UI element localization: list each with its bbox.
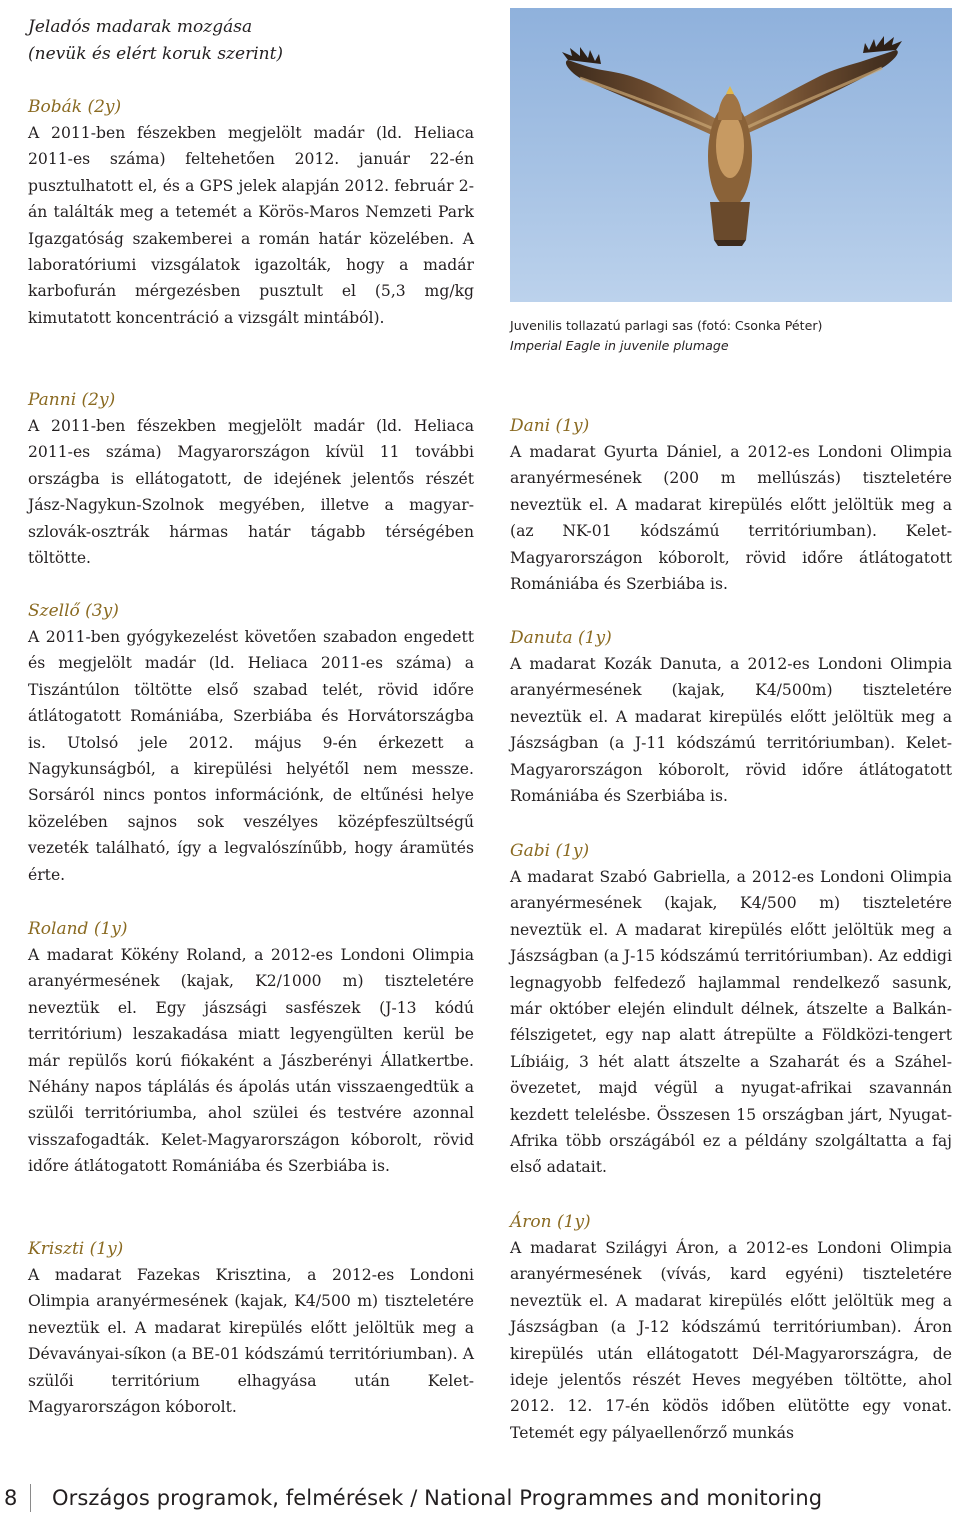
entry-szello	[28, 598, 474, 888]
page-number: 8	[4, 1486, 18, 1510]
entry-aron	[510, 1209, 952, 1446]
entry-dani	[510, 413, 952, 597]
entry-danuta	[510, 625, 952, 809]
footer-section-title: Országos programok, felmérések / National Programmes and monitoring	[52, 1486, 823, 1510]
entry-text: A madarat Kökény Roland, a 2012-es Londoni Olimpia aranyérmesének (kajak, K2/1000 m) tiszteletére neveztük el. Egy jászsági sasfészek (J-13 kódú territórium) leszakadása miatt legyengülten kerül be már repülős korú fiókaként a Jászberényi Állatkertbe. Néhány napos táplálás és ápolás után visszaengedtük a szülői territóriumba, ahol szülei és testvére azonnal visszafogadták. Kelet-Magyarországon kóborolt, rövid időre átlátogatott Romániába és Szerbiába is.	[28, 946, 474, 1176]
entry-heading: Gabi (1y)	[510, 841, 590, 861]
page-footer	[0, 1478, 960, 1518]
entry-bobak	[28, 94, 474, 331]
entry-heading: Kriszti (1y)	[28, 1239, 124, 1259]
entry-text: A madarat Kozák Danuta, a 2012-es Londoni Olimpia aranyérmesének (kajak, K4/500m) tiszteletére neveztük el. A madarat kirepülés előtt jelöltük meg a Jászságban (a J-11 kódszámú territóriumban). Kelet-Magyarországon kóborolt, rövid időre átlátogatott Romániába és Szerbiába is.	[510, 655, 952, 806]
entry-heading: Roland (1y)	[28, 919, 128, 939]
photo-caption	[510, 316, 952, 356]
entry-kriszti	[28, 1236, 474, 1420]
entry-heading: Panni (2y)	[28, 390, 116, 410]
entry-text: A madarat Gyurta Dániel, a 2012-es Londoni Olimpia aranyérmesének (200 m mellúszás) tiszteletére neveztük el. A madarat kirepülés előtt jelöltük meg a (az NK-01 kódszámú territóriumban). Kelet-Magyarországon kóborolt, rövid időre átlátogatott Romániába és Szerbiába is.	[510, 443, 952, 594]
page-title	[28, 14, 474, 67]
entry-heading: Szellő (3y)	[28, 601, 119, 621]
footer-divider	[30, 1484, 31, 1512]
entry-text: A 2011-ben gyógykezelést követően szabadon engedett és megjelölt madár (ld. Heliaca 2011-es száma) a Tiszántúlon töltötte első szabad telét, rövid időre átlátogatott Romániába, Szerbiába és Horvátországba is. Utolsó jele 2012. május 9-én érkezett a Nagykunságból, a kirepülési helyétől nem messze. Sorsáról nincs pontos információnk, de eltűnési helye közelében sajnos sok veszélyes középfeszültségű vezeték található, így a legvalószínűbb, hogy áramütés érte.	[28, 628, 474, 884]
entry-heading: Dani (1y)	[510, 416, 590, 436]
entry-gabi	[510, 838, 952, 1181]
entry-heading: Danuta (1y)	[510, 628, 612, 648]
entry-text: A 2011-ben fészekben megjelölt madár (ld. Heliaca 2011-es száma) feltehetően 2012. január 22-én pusztulhatott el, és a GPS jelek alapján 2012. február 2-án találták meg a tetemét a Körös-Maros Nemzeti Park Igazgatóság szakemberei a román határ közelében. A laboratóriumi vizsgálatok igazolták, hogy a madár karbofurán mérgezésben pusztult el (5,3 mg/kg kimutatott koncentráció a vizsgált mintából).	[28, 124, 474, 327]
entry-text: A 2011-ben fészekben megjelölt madár (ld. Heliaca 2011-es száma) Magyarországon kívül 11 további országba is ellátogatott, de idejének jelentős részét Jász-Nagykun-Szolnok megyében, illetve a magyar-szlovák-osztrák hármas határ tágabb térségében töltötte.	[28, 417, 474, 568]
page-title-line1: Jeladós madarak mozgása	[28, 17, 253, 37]
entry-text: A madarat Szabó Gabriella, a 2012-es Londoni Olimpia aranyérmesének (kajak, K4/500 m) tiszteletére neveztük el. A madarat kirepülés előtt jelöltük meg a Jászságban (a J-15 kódszámú territóriumban). Az eddigi legnagyobb felfedező hajlammal rendelkező sasunk, már október elején elindult délnek, átszelte a Balkán-félszigetet, egy nap alatt átrepülte a Földközi-tengert Líbiáig, 3 hét alatt átszelte a Szaharát és a Száhel-övezetet, majd végül a nyugat-afrikai szavannán kezdett telelésbe. Összesen 15 országban járt, Nyugat-Afrika több országából ez a példány szolgáltatta a faj első adatait.	[510, 868, 952, 1177]
page-title-line2: (nevük és elért koruk szerint)	[28, 43, 284, 64]
caption-hungarian: Juvenilis tollazatú parlagi sas (fotó: Csonka Péter)	[510, 318, 823, 333]
entry-text: A madarat Fazekas Krisztina, a 2012-es Londoni Olimpia aranyérmesének (kajak, K4/500 m) tiszteletére neveztük el. A madarat kirepülés előtt jelöltük meg a Dévaványai-síkon (a BE-01 kódszámú territóriumban). A szülői territórium elhagyása után Kelet-Magyarországon kóborolt.	[28, 1266, 474, 1417]
eagle-in-flight-icon	[510, 8, 952, 302]
entry-panni	[28, 387, 474, 571]
entry-heading: Bobák (2y)	[28, 97, 122, 117]
eagle-photo	[510, 8, 952, 302]
entry-text: A madarat Szilágyi Áron, a 2012-es Londoni Olimpia aranyérmesének (vívás, kard egyéni) tiszteletére neveztük el. A madarat kirepülés előtt jelöltük meg a Jászságban (a J-12 kódszámú territóriumban). Áron kirepülés után ellátogatott Dél-Magyarországra, de ideje jelentős részét Heves megyében töltötte, ahol 2012. 12. 17-én ködös időben elütötte egy vonat. Tetemét egy pályaellenőrző munkás	[510, 1239, 952, 1442]
entry-roland	[28, 916, 474, 1180]
entry-heading: Áron (1y)	[510, 1212, 591, 1232]
caption-english: Imperial Eagle in juvenile plumage	[510, 338, 729, 353]
